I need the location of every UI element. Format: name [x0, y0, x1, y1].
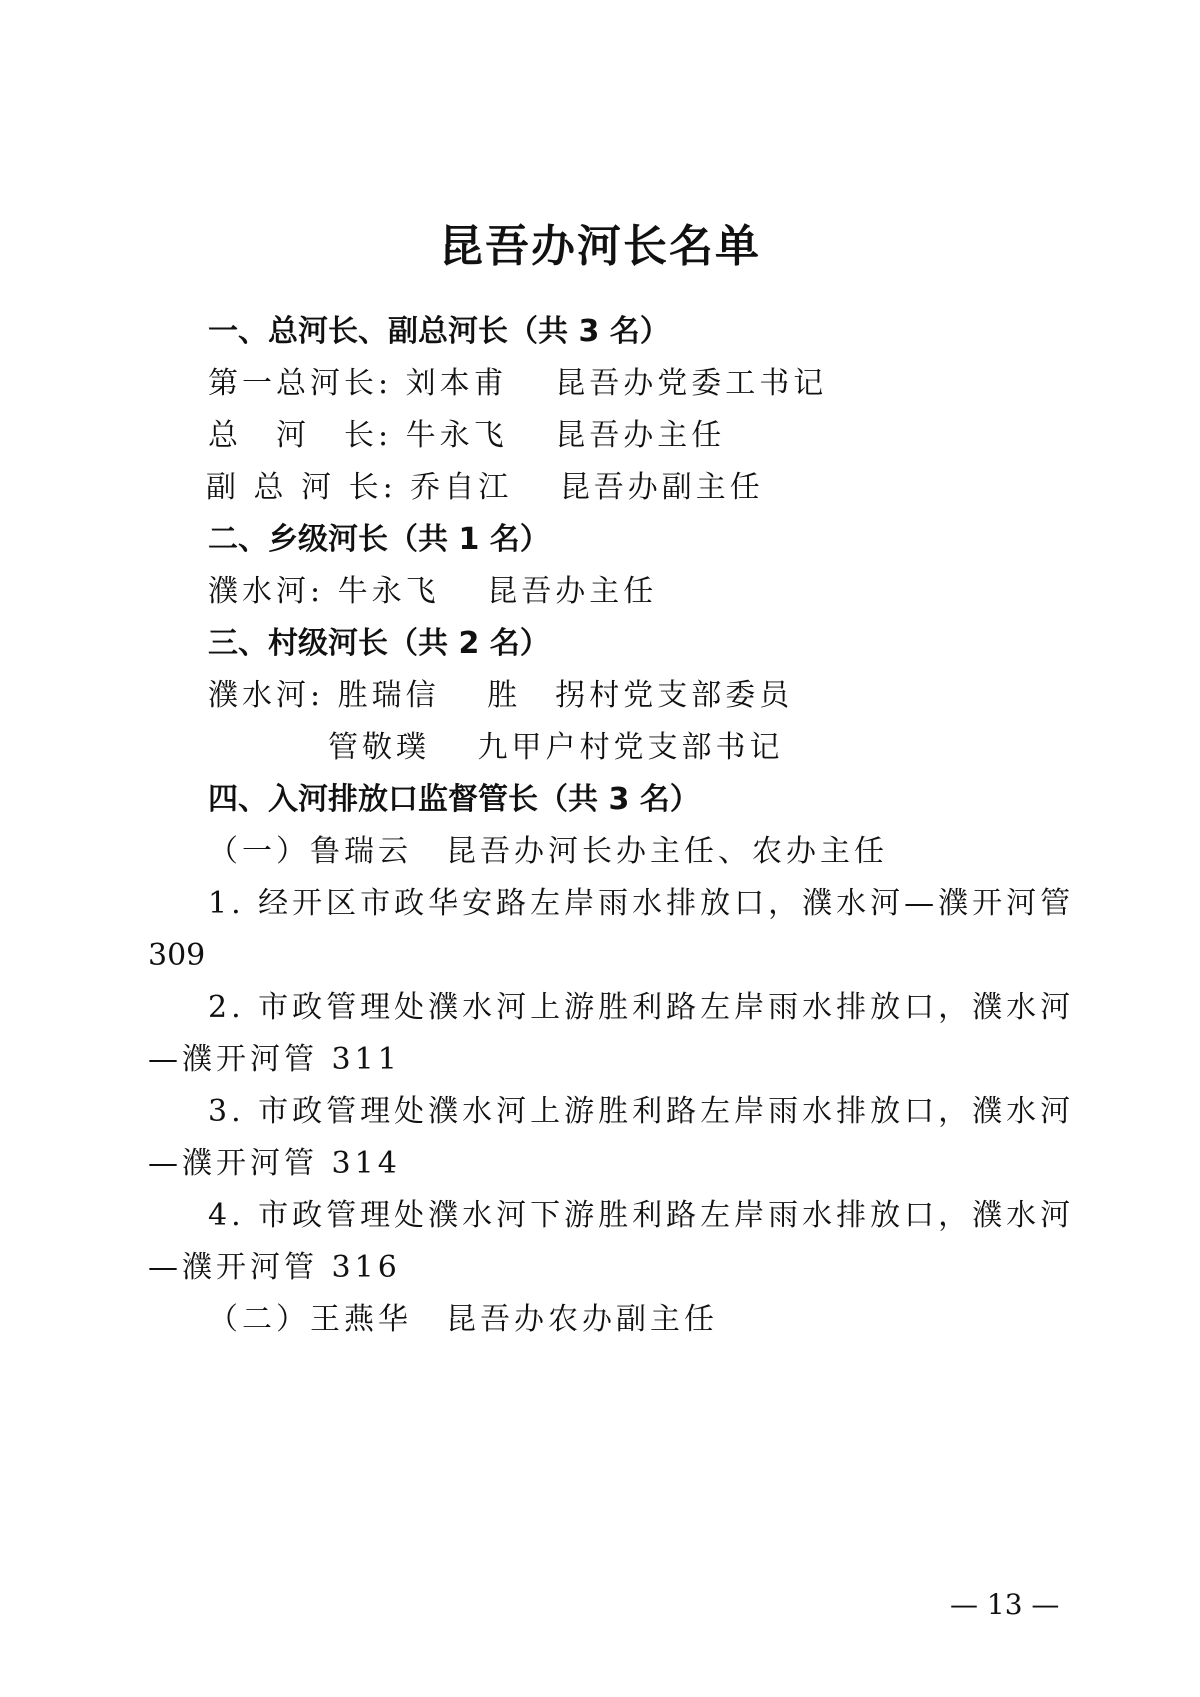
person-post: 胜 拐村党支部委员 [487, 678, 794, 713]
river-label: 濮水河: [208, 574, 325, 609]
outfall-item-1-line-1: 1. 经开区市政华安路左岸雨水排放口，濮水河—濮开河管 [208, 886, 1075, 921]
outfall-item-2-line-1: 2. 市政管理处濮水河上游胜利路左岸雨水排放口，濮水河 [208, 990, 1075, 1025]
outfall-item-3-line-1: 3. 市政管理处濮水河上游胜利路左岸雨水排放口，濮水河 [208, 1094, 1075, 1129]
person-name: 牛永飞 [337, 574, 440, 609]
person-name: 牛永飞 [405, 418, 508, 453]
chief-row-2 [208, 418, 726, 453]
section-1-heading: 一、总河长、副总河长（共 3 名） [208, 314, 670, 349]
page-number: — 13 — [950, 1588, 1060, 1621]
subsection-2-heading: （二）王燕华 昆吾办农办副主任 [208, 1302, 718, 1337]
person-name: 刘本甫 [405, 366, 508, 401]
subsection-1-heading: （一）鲁瑞云 昆吾办河长办主任、农办主任 [208, 834, 888, 869]
person-name: 管敬璞 [328, 730, 430, 765]
section-2-heading: 二、乡级河长（共 1 名） [208, 522, 550, 557]
role-label: 总 河 长: [208, 418, 393, 453]
chief-row-3 [206, 470, 764, 505]
document-title: 昆吾办河长名单 [439, 221, 761, 272]
outfall-item-4-line-1: 4. 市政管理处濮水河下游胜利路左岸雨水排放口，濮水河 [208, 1198, 1075, 1233]
person-post: 昆吾办主任 [487, 574, 658, 609]
role-label: 第一总河长: [208, 366, 393, 401]
role-label: 副 总 河 长: [206, 470, 397, 505]
person-post: 昆吾办副主任 [559, 470, 764, 505]
outfall-item-1-line-2: 309 [148, 938, 206, 973]
person-name: 胜瑞信 [337, 678, 440, 713]
village-row-2 [328, 730, 784, 765]
person-post: 九甲户村党支部书记 [477, 730, 784, 765]
person-name: 乔自江 [410, 470, 513, 505]
river-label: 濮水河: [208, 678, 325, 713]
outfall-item-4-line-2: —濮开河管 316 [148, 1250, 401, 1285]
person-post: 昆吾办主任 [555, 418, 726, 453]
person-post: 昆吾办党委工书记 [555, 366, 828, 401]
village-row-1 [208, 678, 794, 713]
outfall-item-3-line-2: —濮开河管 314 [148, 1146, 401, 1181]
section-3-heading: 三、村级河长（共 2 名） [208, 626, 550, 661]
section-4-heading: 四、入河排放口监督管长（共 3 名） [208, 782, 700, 817]
chief-row-1 [208, 366, 828, 401]
township-row-1 [208, 574, 658, 609]
outfall-item-2-line-2: —濮开河管 311 [148, 1042, 401, 1077]
